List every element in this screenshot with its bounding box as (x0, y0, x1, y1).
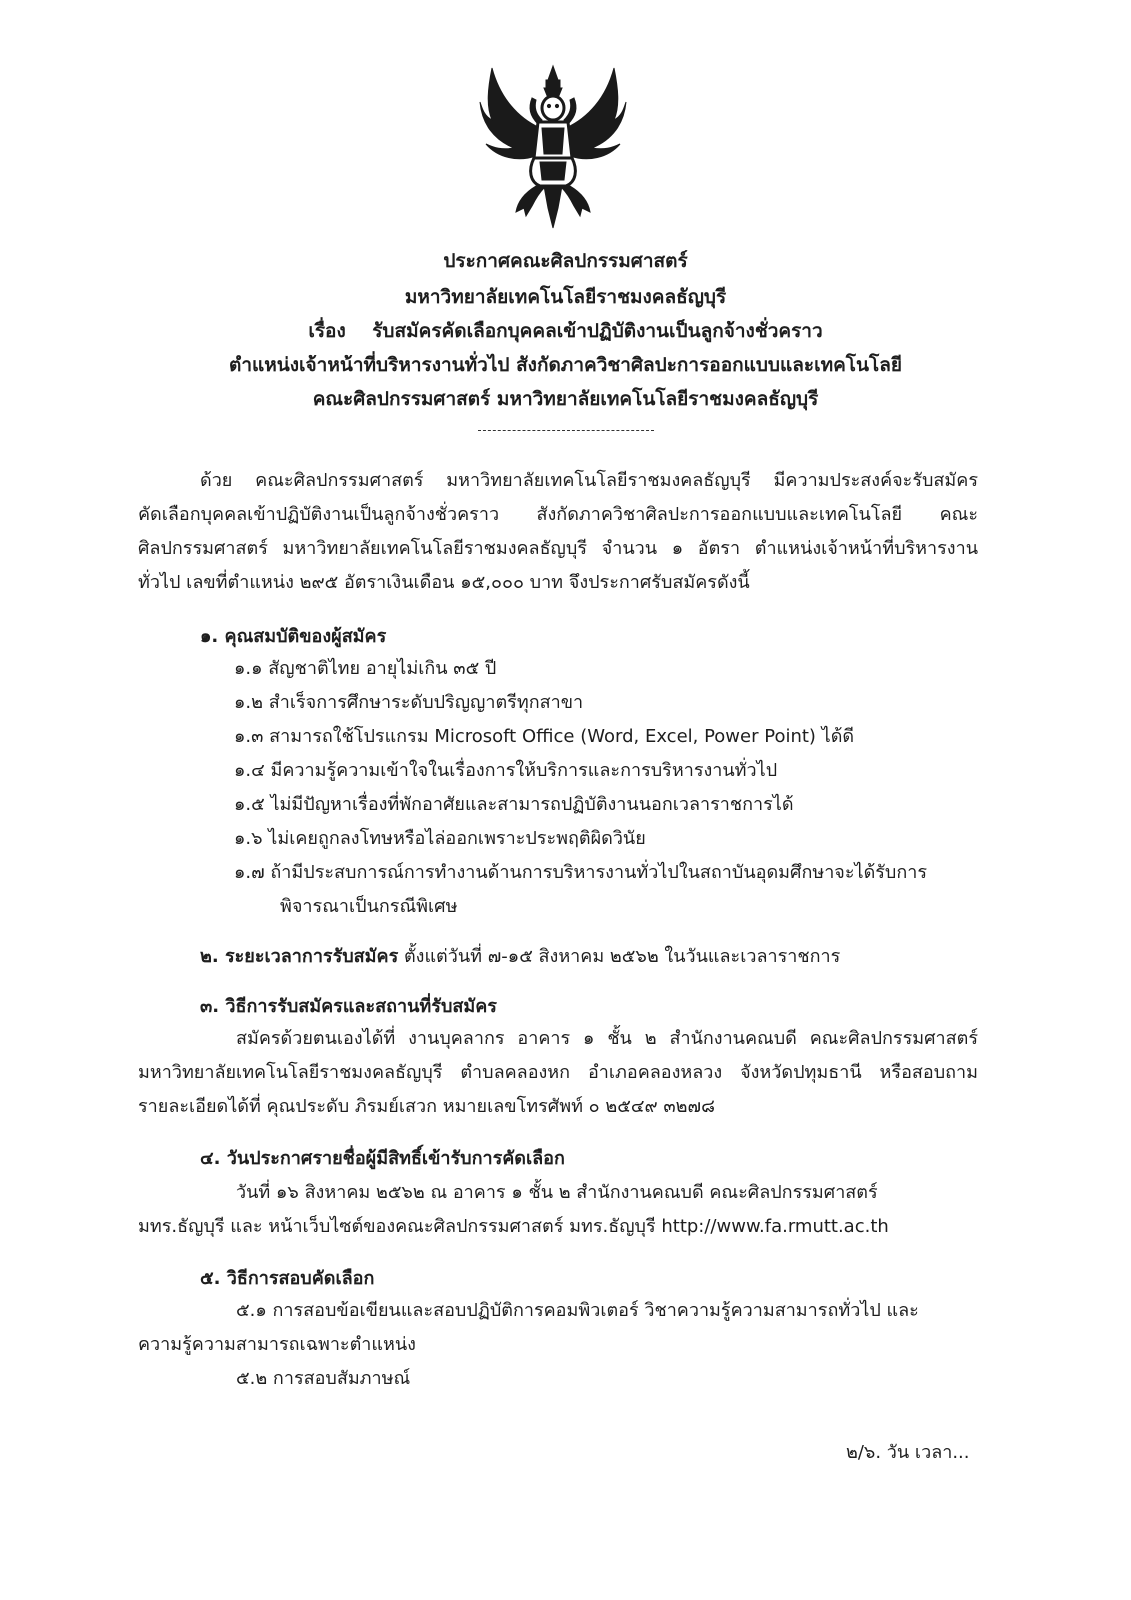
university-name: มหาวิทยาลัยเทคโนโลยีราชมงคลธัญบุรี (404, 286, 727, 308)
subject-line (0, 318, 1131, 344)
faculty-line: คณะศิลปกรรมศาสตร์ มหาวิทยาลัยเทคโนโลยีราชมงคลธัญบุรี (312, 388, 819, 410)
position-line: ตำแหน่งเจ้าหน้าที่บริหารงานทั่วไป สังกัดภาควิชาศิลปะการออกแบบและเทคโนโลยี (229, 354, 902, 376)
garuda-emblem-icon (478, 58, 628, 230)
qualification-item: ๑.๖ ไม่เคยถูกลงโทษหรือไล่ออกเพราะประพฤติผิดวินัย (234, 828, 646, 849)
section-2-line (200, 944, 840, 970)
intro-line-1: ด้วย คณะศิลปกรรมศาสตร์ มหาวิทยาลัยเทคโนโลยีราชมงคลธัญบุรี มีความประสงค์จะรับสมัคร (200, 470, 978, 491)
qualification-item: ๑.๔ มีความรู้ความเข้าใจในเรื่องการให้บริการและการบริหารงานทั่วไป (234, 760, 778, 781)
qualification-item-continuation: พิจารณาเป็นกรณีพิเศษ (280, 896, 458, 917)
section-4-line-2: มทร.ธัญบุรี และ หน้าเว็บไซต์ของคณะศิลปกรรมศาสตร์ มทร.ธัญบุรี http://www.fa.rmutt.ac.th (138, 1216, 889, 1237)
section-3-heading: ๓. วิธีการรับสมัครและสถานที่รับสมัคร (200, 996, 497, 1017)
announcement-issuer: ประกาศคณะศิลปกรรมศาสตร์ (443, 250, 688, 272)
qualification-item: ๑.๒ สำเร็จการศึกษาระดับปริญญาตรีทุกสาขา (234, 692, 584, 713)
qualification-item: ๑.๓ สามารถใช้โปรแกรม Microsoft Office (Word, Excel, Power Point) ได้ดี (234, 726, 855, 747)
intro-line-2: คัดเลือกบุคคลเข้าปฏิบัติงานเป็นลูกจ้างชั่วคราว สังกัดภาควิชาศิลปะการออกแบบและเทคโนโลยี คณะ (138, 504, 978, 525)
intro-line-4: ทั่วไป เลขที่ตำแหน่ง ๒๙๕ อัตราเงินเดือน ๑๕,๐๐๐ บาท จึงประกาศรับสมัครดังนี้ (138, 572, 750, 593)
section-4-line-1: วันที่ ๑๖ สิงหาคม ๒๕๖๒ ณ อาคาร ๑ ชั้น ๒ สำนักงานคณบดี คณะศิลปกรรมศาสตร์ (236, 1182, 878, 1203)
intro-line-3: ศิลปกรรมศาสตร์ มหาวิทยาลัยเทคโนโลยีราชมงคลธัญบุรี จำนวน ๑ อัตรา ตำแหน่งเจ้าหน้าที่บริหารงาน (138, 538, 978, 559)
section-3-line-3: รายละเอียดได้ที่ คุณประดับ ภิรมย์เสวก หมายเลขโทรศัพท์ ๐ ๒๕๔๙ ๓๒๗๘ (138, 1096, 715, 1117)
section-2-heading: ๒. ระยะเวลาการรับสมัคร (200, 946, 399, 967)
section-3-line-1: สมัครด้วยตนเองได้ที่ งานบุคลากร อาคาร ๑ ชั้น ๒ สำนักงานคณบดี คณะศิลปกรรมศาสตร์ (236, 1028, 978, 1049)
section-1-heading: ๑. คุณสมบัติของผู้สมัคร (200, 626, 387, 647)
subject-label: เรื่อง (308, 320, 346, 342)
section-5-item-1-continuation: ความรู้ความสามารถเฉพาะตำแหน่ง (138, 1334, 416, 1355)
section-2-text: ตั้งแต่วันที่ ๗-๑๕ สิงหาคม ๒๕๖๒ ในวันและเวลาราชการ (398, 946, 841, 967)
qualification-item: ๑.๑ สัญชาติไทย อายุไม่เกิน ๓๕ ปี (234, 658, 497, 679)
subject-text: รับสมัครคัดเลือกบุคคลเข้าปฏิบัติงานเป็นลูกจ้างชั่วคราว (372, 320, 823, 342)
section-5-item-1: ๕.๑ การสอบข้อเขียนและสอบปฏิบัติการคอมพิวเตอร์ วิชาความรู้ความสามารถทั่วไป และ (236, 1300, 919, 1321)
section-5-heading: ๕. วิธีการสอบคัดเลือก (200, 1268, 375, 1289)
title-separator (478, 430, 654, 431)
qualification-item: ๑.๕ ไม่มีปัญหาเรื่องที่พักอาศัยและสามารถปฏิบัติงานนอกเวลาราชการได้ (234, 794, 794, 815)
qualification-item: ๑.๗ ถ้ามีประสบการณ์การทำงานด้านการบริหารงานทั่วไปในสถาบันอุดมศึกษาจะได้รับการ (234, 862, 928, 883)
section-4-heading: ๔. วันประกาศรายชื่อผู้มีสิทธิ์เข้ารับการคัดเลือก (200, 1148, 565, 1169)
page-continuation: ๒/๖. วัน เวลา... (846, 1442, 970, 1463)
section-5-item-2: ๕.๒ การสอบสัมภาษณ์ (236, 1368, 411, 1389)
section-3-line-2: มหาวิทยาลัยเทคโนโลยีราชมงคลธัญบุรี ตำบลคลองหก อำเภอคลองหลวง จังหวัดปทุมธานี หรือสอบถาม (138, 1062, 978, 1083)
